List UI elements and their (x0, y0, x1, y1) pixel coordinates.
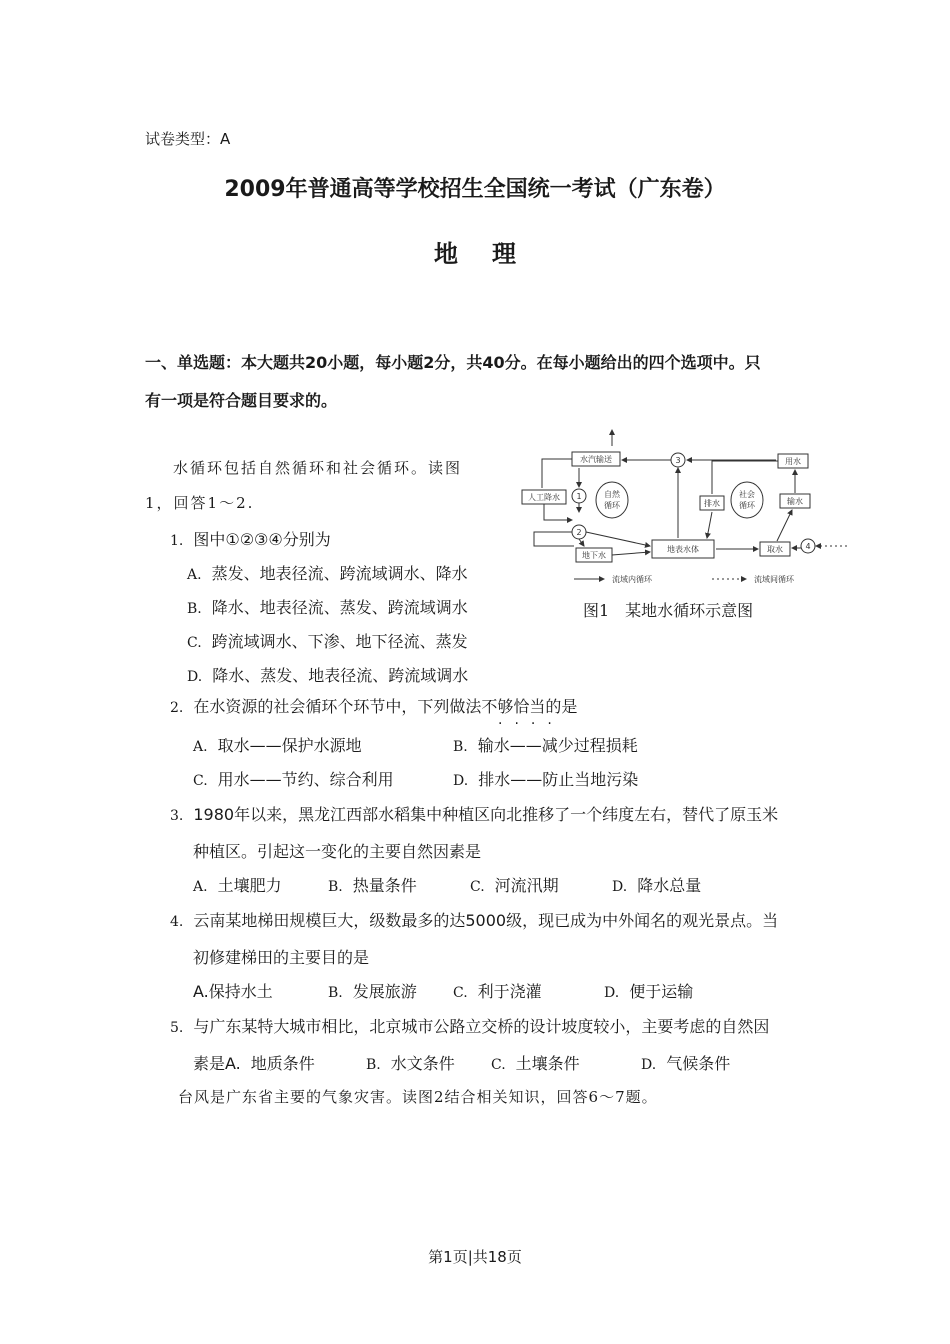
question-3-line2: 种植区。引起这一变化的主要自然因素是 (193, 842, 482, 861)
question-number: 2. (170, 700, 184, 716)
emphasis-dots: ···· (498, 716, 564, 732)
q2-option-a (193, 733, 362, 756)
question-5-line2 (193, 1051, 315, 1074)
option-label: B. (187, 601, 202, 617)
q5-option-b (366, 1051, 455, 1074)
option-text: 降水、地表径流、蒸发、跨流域调水 (211, 598, 468, 617)
water-cycle-diagram (512, 424, 852, 624)
q3-option-b (328, 873, 417, 896)
q1-option-d (187, 663, 468, 686)
option-label: B. (366, 1057, 381, 1073)
question-number: 5. (170, 1020, 184, 1036)
question-4 (170, 908, 778, 931)
question-text-cont: 素是A. (193, 1054, 241, 1073)
arrow-ground-to-surface (612, 552, 650, 555)
question-2 (170, 694, 577, 717)
label-social-2: 循环 (739, 501, 755, 510)
option-label: C. (491, 1057, 506, 1073)
q4-option-b (328, 979, 417, 1002)
arrow-rain-to-2 (544, 504, 572, 520)
q1-option-a (187, 561, 468, 584)
arrow-2-to-ground (579, 539, 584, 546)
question-5 (170, 1014, 769, 1037)
option-text: 排水——防止当地污染 (478, 770, 639, 789)
section-instructions-line1: 一、单选题：本大题共20小题，每小题2分，共40分。在每小题给出的四个选项中。只 (145, 353, 761, 372)
legend-dashed-label: 流域间循环 (754, 575, 794, 584)
option-text: 水文条件 (390, 1054, 455, 1073)
intro-line2: 1，回答1～2. (145, 494, 255, 512)
q4-option-c (453, 979, 542, 1002)
arrow-2-to-surface (586, 532, 650, 546)
option-text: 降水总量 (637, 876, 702, 895)
option-label: D. (187, 669, 203, 685)
option-text: 土壤肥力 (217, 876, 282, 895)
arrow-intake-to-transport (777, 510, 792, 541)
option-label: D. (612, 879, 628, 895)
option-label: D. (453, 773, 469, 789)
label-groundwater: 地下水 (582, 551, 606, 560)
option-label: C. (470, 879, 485, 895)
circle-1-label: 1 (576, 492, 582, 501)
legend-solid-label: 流域内循环 (612, 575, 652, 584)
section-instructions-line2: 有一项是符合题目要求的。 (145, 391, 338, 410)
question-3 (170, 802, 778, 825)
question-text: 云南某地梯田规模巨大，级数最多的达5000级，现已成为中外闻名的观光景点。当 (193, 911, 779, 930)
exam-title: 2009年普通高等学校招生全国统一考试（广东卷） (224, 177, 726, 202)
subject-title: 地理 (434, 240, 550, 268)
intro-line1: 水循环包括自然循环和社会循环。读图 (173, 459, 463, 477)
q4-option-a: A.保持水土 (193, 982, 273, 1001)
option-text: 热量条件 (352, 876, 417, 895)
circle-4-label: 4 (805, 542, 811, 551)
option-text: 取水——保护水源地 (217, 736, 362, 755)
label-transport: 输水 (787, 497, 803, 506)
option-label: C. (193, 773, 208, 789)
label-use: 用水 (785, 457, 801, 466)
label-intake: 取水 (767, 545, 783, 554)
option-text: 气候条件 (666, 1054, 731, 1073)
question-text: 与广东某特大城市相比，北京城市公路立交桥的设计坡度较小，主要考虑的自然因 (193, 1017, 770, 1036)
q3-option-d (612, 873, 701, 896)
q5-option-c (491, 1051, 580, 1074)
figure-caption: 图1 某地水循环示意图 (583, 601, 754, 620)
circle-3-label: 3 (675, 456, 681, 465)
option-label: C. (187, 635, 202, 651)
q5-option-d (641, 1051, 730, 1074)
natural-cycle-ellipse (596, 482, 628, 518)
arrow-drain-to-surface (707, 512, 712, 538)
label-surface-water: 地表水体 (667, 545, 699, 554)
option-label: A. (193, 739, 208, 755)
option-text: 输水——减少过程损耗 (477, 736, 638, 755)
circle-2-label: 2 (576, 528, 582, 537)
option-text: 用水——节约、综合利用 (217, 770, 394, 789)
option-text: 降水、蒸发、地表径流、跨流域调水 (212, 666, 469, 685)
option-text: 跨流域调水、下渗、地下径流、蒸发 (211, 632, 468, 651)
q3-option-c (470, 873, 559, 896)
paper-type: 试卷类型：A (145, 130, 231, 148)
q1-option-b (187, 595, 468, 618)
option-text: 发展旅游 (352, 982, 417, 1001)
option-label: B. (328, 879, 343, 895)
page-footer: 第1页|共18页 (428, 1248, 522, 1266)
option-label: C. (453, 985, 468, 1001)
option-label: B. (328, 985, 343, 1001)
label-drain: 排水 (704, 499, 720, 508)
label-artificial-rain: 人工降水 (528, 493, 560, 502)
q3-option-a (193, 873, 282, 896)
option-label: B. (453, 739, 468, 755)
line-loop (534, 532, 574, 546)
option-label: D. (604, 985, 620, 1001)
label-vapor: 水汽输送 (580, 455, 612, 464)
q1-option-c (187, 629, 468, 652)
q5-option-a-text: 地质条件 (250, 1054, 315, 1073)
option-text: 河流汛期 (494, 876, 559, 895)
option-label: A. (187, 567, 202, 583)
question-number: 4. (170, 914, 184, 930)
option-text: 利于浇灌 (477, 982, 542, 1001)
social-cycle-ellipse (731, 482, 763, 518)
question-text: 在水资源的社会循环个环节中，下列做法不够恰当的是 (193, 697, 578, 716)
option-text: 便于运输 (629, 982, 694, 1001)
question-text: 图中①②③④分别为 (193, 530, 331, 549)
label-natural-2: 循环 (604, 501, 620, 510)
question-number: 3. (170, 808, 184, 824)
question-text: 1980年以来，黑龙江西部水稻集中种植区向北推移了一个纬度左右，替代了原玉米 (193, 805, 779, 824)
question-1 (170, 527, 331, 550)
label-social: 社会 (739, 490, 755, 499)
q2-option-d (453, 767, 638, 790)
line-vapor-to-rain (542, 459, 572, 488)
label-natural: 自然 (604, 490, 620, 499)
intro-typhoon: 台风是广东省主要的气象灾害。读图2结合相关知识，回答6～7题。 (178, 1088, 658, 1106)
option-label: D. (641, 1057, 657, 1073)
option-text: 蒸发、地表径流、跨流域调水、降水 (211, 564, 468, 583)
option-label: A. (193, 879, 208, 895)
option-text: 土壤条件 (515, 1054, 580, 1073)
question-number: 1. (170, 533, 184, 549)
q2-option-b (453, 733, 638, 756)
q4-option-d (604, 979, 693, 1002)
question-4-line2: 初修建梯田的主要目的是 (193, 948, 370, 967)
q2-option-c (193, 767, 394, 790)
